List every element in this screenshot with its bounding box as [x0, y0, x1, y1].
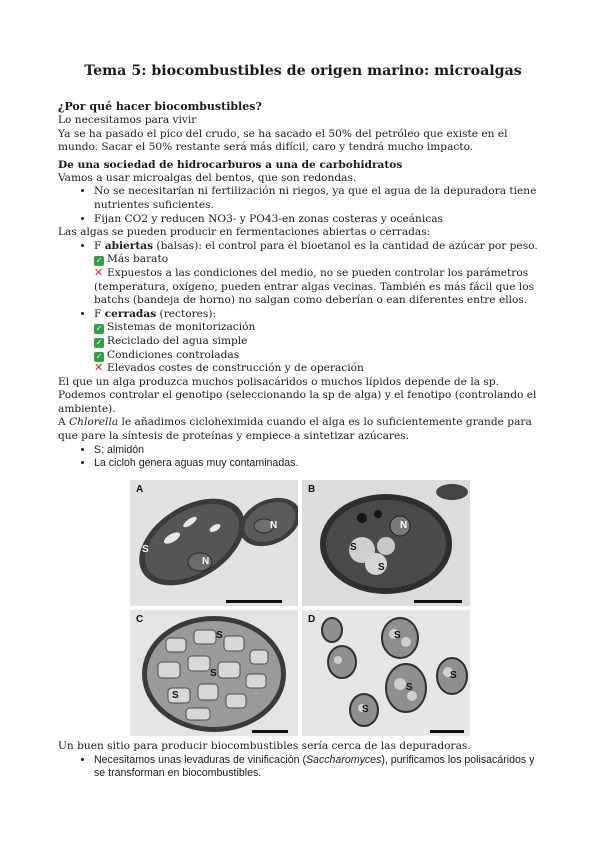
panel-label: N — [202, 556, 210, 567]
item-bold: cerradas — [104, 307, 157, 320]
item-text: (rectores): — [156, 307, 217, 320]
section-heading-society: De una sociedad de hidrocarburos a una de carbohidratos — [58, 158, 403, 171]
micrograph-figure — [130, 480, 470, 738]
species-name: Chlorella — [69, 416, 119, 429]
item-prefix: F — [94, 239, 105, 252]
text-paragraph-chlorella — [58, 416, 548, 443]
list-item: • Fijan CO2 y reducen NO3- y PO43-en zonas costeras y oceánicas — [94, 213, 548, 227]
con-line — [94, 267, 548, 308]
list-item-open — [94, 240, 548, 308]
item-bold: abiertas — [104, 239, 154, 252]
panel-label: S — [142, 544, 149, 555]
micrograph-panel-b — [302, 480, 470, 606]
panel-label: S — [172, 690, 179, 701]
micrograph-panel-d — [302, 610, 470, 736]
bullet-list — [58, 754, 548, 781]
panel-letter: D — [308, 614, 316, 625]
pro-text: Reciclado del agua simple — [107, 334, 248, 347]
panel-label: N — [400, 520, 408, 531]
con-line — [94, 362, 548, 376]
text-line: Un buen sitio para producir biocombustibles sería cerca de las depuradoras. — [58, 740, 471, 752]
check-mark-icon: ✓ — [95, 324, 103, 334]
panel-label: S — [378, 562, 385, 573]
text-span: ), purificamos los polisacáridos y se transforman en biocombustibles. — [94, 753, 535, 780]
text-line: Lo necesitamos para vivir — [58, 114, 197, 126]
pro-line — [94, 349, 548, 363]
section-heading-why: ¿Por qué hacer biocombustibles? — [58, 100, 262, 113]
item-text: (balsas): el control para el bioetanol es la cantidad de azúcar por peso. — [153, 239, 538, 252]
con-text: Elevados costes de construcción y de operación — [107, 362, 364, 375]
panel-label: S — [216, 630, 223, 641]
panel-label: N — [270, 520, 278, 531]
pro-line — [94, 253, 548, 267]
pro-line — [94, 321, 548, 335]
check-mark-icon: ✓ — [95, 256, 103, 266]
species-name: Saccharomyces — [305, 753, 382, 766]
text-paragraph: Ya se ha pasado el pico del crudo, se ha sacado el 50% del petróleo que existe en el mundo. Sacar el 50% restante será más difícil, caro y tendrá mucho impacto. — [58, 127, 508, 154]
panel-label: S — [450, 670, 457, 681]
panel-letter: A — [136, 484, 144, 495]
bullet-list — [58, 185, 548, 226]
pro-text: Sistemas de monitorización — [107, 321, 256, 334]
panel-letter: B — [308, 484, 316, 495]
closing-section — [58, 740, 548, 781]
list-item — [94, 754, 548, 781]
panel-letter: C — [136, 614, 144, 625]
document-body — [58, 62, 548, 471]
text-line: Vamos a usar microalgas del bentos, que son redondas. — [58, 171, 357, 184]
pro-line — [94, 335, 548, 349]
cross-mark-icon: ✕ — [94, 361, 104, 375]
panel-label: S — [406, 682, 413, 693]
bullet-list — [58, 444, 548, 471]
micrograph-panel-a — [130, 480, 298, 606]
panel-label: S — [210, 668, 217, 679]
check-mark-icon: ✓ — [95, 337, 103, 347]
bullet-list — [58, 240, 548, 376]
panel-label: S — [362, 704, 369, 715]
con-text: Expuestos a las condiciones del medio, no se pueden controlar los parámetros (temperatura, oxígeno, pueden entrar algas vecinas. También es más fácil que los batchs (bandeja de horno) no salgan como deberían o ean diferentes entre ellos. — [94, 266, 535, 307]
list-item: • S: almidón — [94, 444, 548, 458]
list-item-closed — [94, 308, 548, 376]
panel-label: S — [394, 630, 401, 641]
text-span: Necesitamos unas levaduras de vinificación ( — [94, 753, 306, 766]
text-line: Las algas se pueden producir en fermentaciones abiertas o cerradas: — [58, 226, 431, 239]
list-item: • La cicloh genera aguas muy contaminadas. — [94, 457, 548, 471]
text-span: A — [58, 416, 70, 429]
item-prefix: F — [94, 307, 105, 320]
page-title: Tema 5: biocombustibles de origen marino: microalgas — [84, 63, 522, 79]
text-paragraph: El que un alga produzca muchos polisacáridos o muchos lípidos depende de la sp. Podemos controlar el genotipo (seleccionando la sp de alga) y el fenotipo (controlando el ambiente). — [58, 375, 537, 415]
panel-label: S — [350, 542, 357, 553]
pro-text: Más barato — [107, 253, 169, 266]
micrograph-panel-c — [130, 610, 298, 736]
cross-mark-icon: ✕ — [94, 265, 104, 279]
text-span: le añadimos cicloheximida cuando el alga es lo suficientemente grande para que pare la síntesis de proteínas y empiece a sintetizar azúcares. — [58, 416, 532, 443]
pro-text: Condiciones controladas — [107, 348, 240, 361]
list-item: • No se necesitarían ni fertilización ni riegos, ya que el agua de la depuradora tiene nutrientes suficientes. — [94, 185, 548, 212]
check-mark-icon: ✓ — [95, 351, 103, 361]
